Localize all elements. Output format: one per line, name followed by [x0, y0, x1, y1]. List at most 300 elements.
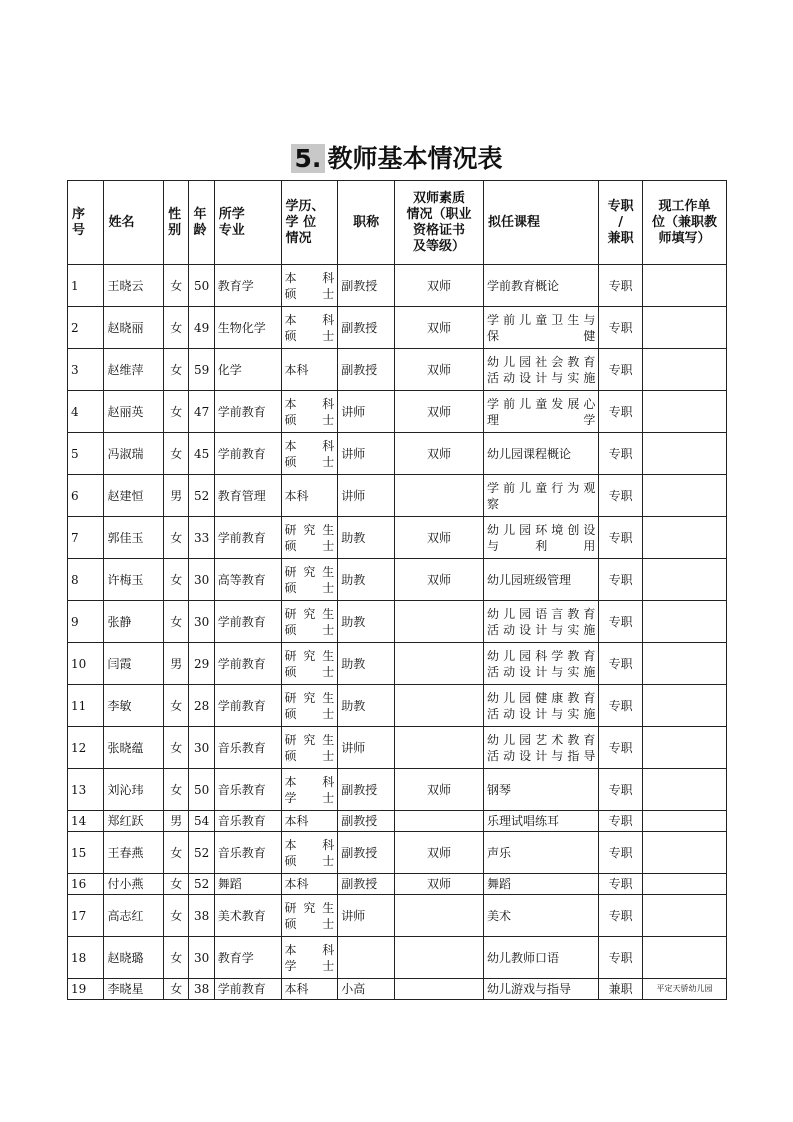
cell-degree — [281, 874, 338, 895]
cell-course-line: 幼儿游戏与指导 — [487, 982, 572, 996]
cell-age-line: 52 — [193, 488, 210, 503]
cell-unit — [642, 727, 726, 769]
cell-name-line: 王春燕 — [107, 845, 144, 860]
cell-unit — [642, 832, 726, 874]
cell-idx-line: 11 — [71, 698, 87, 713]
cell-major-line: 学前教育 — [217, 614, 266, 629]
cell-course — [484, 349, 599, 391]
header-age: 年 龄 — [189, 181, 214, 265]
cell-degree-line: 硕士 — [284, 748, 335, 763]
cell-title-line: 助教 — [341, 614, 366, 629]
cell-age — [189, 307, 214, 349]
cell-age-line: 45 — [193, 446, 210, 461]
cell-degree — [281, 643, 338, 685]
cell-age — [189, 559, 214, 601]
cell-gender-line: 女 — [170, 982, 183, 996]
cell-major-line: 学前教育 — [217, 530, 266, 545]
cell-idx-line: 18 — [71, 950, 87, 965]
cell-course — [484, 895, 599, 937]
cell-degree-line: 硕士 — [284, 328, 335, 343]
cell-gender — [164, 307, 189, 349]
cell-dual-line: 双师 — [426, 782, 451, 797]
cell-degree — [281, 433, 338, 475]
cell-title — [338, 433, 395, 475]
cell-idx — [68, 727, 104, 769]
cell-name-line: 许梅玉 — [107, 572, 144, 587]
cell-course — [484, 769, 599, 811]
cell-idx-line: 17 — [71, 908, 87, 923]
cell-idx — [68, 832, 104, 874]
cell-name — [104, 391, 164, 433]
cell-gender-line: 女 — [170, 614, 183, 629]
cell-age-line: 29 — [193, 656, 210, 671]
cell-gender — [164, 937, 189, 979]
cell-course-line: 活动设计与实施 — [487, 664, 596, 679]
cell-idx-line: 5 — [71, 446, 79, 461]
cell-idx-line: 10 — [71, 656, 87, 671]
cell-dual — [394, 601, 483, 643]
cell-age-line: 52 — [193, 845, 210, 860]
cell-gender-line: 男 — [170, 814, 183, 828]
cell-dual-line: 双师 — [426, 362, 451, 377]
cell-major — [214, 517, 281, 559]
cell-idx — [68, 874, 104, 895]
cell-name — [104, 307, 164, 349]
cell-title — [338, 727, 395, 769]
cell-degree-line: 硕士 — [284, 580, 335, 595]
header-dual: 双师素质 情况（职业 资格证书 及等级） — [394, 181, 483, 265]
cell-gender — [164, 685, 189, 727]
table-row — [68, 811, 727, 832]
cell-type — [599, 391, 643, 433]
cell-course — [484, 643, 599, 685]
cell-degree — [281, 685, 338, 727]
cell-gender-line: 女 — [170, 446, 183, 461]
cell-gender-line: 女 — [170, 698, 183, 713]
cell-degree — [281, 937, 338, 979]
cell-major-line: 舞蹈 — [217, 877, 242, 891]
cell-course-line: 幼儿园科学教育 — [487, 648, 596, 663]
table-row — [68, 349, 727, 391]
cell-gender-line: 女 — [170, 782, 183, 797]
cell-dual-line: 双师 — [426, 877, 451, 891]
cell-gender-line: 女 — [170, 950, 183, 965]
cell-gender-line: 男 — [170, 656, 183, 671]
cell-course — [484, 937, 599, 979]
cell-dual-line: 双师 — [426, 404, 451, 419]
cell-name-line: 高志红 — [107, 908, 144, 923]
cell-type-line: 专职 — [608, 908, 633, 923]
cell-major — [214, 874, 281, 895]
cell-name — [104, 895, 164, 937]
cell-major — [214, 832, 281, 874]
cell-dual — [394, 349, 483, 391]
cell-dual — [394, 475, 483, 517]
cell-degree-line: 本科 — [284, 362, 309, 377]
cell-title-line: 助教 — [341, 656, 366, 671]
cell-major-line: 音乐教育 — [217, 782, 266, 797]
header-degree: 学历、 学 位 情况 — [281, 181, 338, 265]
cell-course — [484, 559, 599, 601]
cell-major-line: 学前教育 — [217, 446, 266, 461]
cell-degree — [281, 979, 338, 1000]
cell-course-line: 活动设计与实施 — [487, 622, 596, 637]
cell-degree-line: 硕士 — [284, 412, 335, 427]
cell-unit — [642, 937, 726, 979]
cell-major-line: 音乐教育 — [217, 814, 266, 828]
cell-gender-line: 女 — [170, 740, 183, 755]
cell-degree-line: 研究生 — [284, 564, 335, 579]
cell-type-line: 专职 — [608, 404, 633, 419]
cell-course — [484, 874, 599, 895]
cell-major — [214, 937, 281, 979]
cell-major-line: 生物化学 — [217, 320, 266, 335]
cell-title — [338, 832, 395, 874]
cell-title — [338, 601, 395, 643]
cell-gender — [164, 559, 189, 601]
cell-degree-line: 本科 — [284, 270, 335, 285]
cell-unit — [642, 517, 726, 559]
cell-gender — [164, 832, 189, 874]
cell-course — [484, 307, 599, 349]
cell-name — [104, 265, 164, 307]
cell-type — [599, 517, 643, 559]
cell-title — [338, 685, 395, 727]
cell-type-line: 兼职 — [608, 982, 633, 996]
cell-age — [189, 643, 214, 685]
cell-course-line: 幼儿园环境创设 — [487, 522, 596, 537]
cell-name-line: 赵建恒 — [107, 488, 144, 503]
cell-degree-line: 研究生 — [284, 732, 335, 747]
cell-gender — [164, 601, 189, 643]
cell-age — [189, 874, 214, 895]
cell-dual — [394, 769, 483, 811]
cell-title — [338, 874, 395, 895]
cell-type-line: 专职 — [608, 782, 633, 797]
cell-unit — [642, 811, 726, 832]
cell-dual-line: 双师 — [426, 572, 451, 587]
cell-major-line: 美术教育 — [217, 908, 266, 923]
cell-idx — [68, 391, 104, 433]
cell-idx — [68, 265, 104, 307]
cell-course-line: 幼儿园社会教育 — [487, 354, 596, 369]
cell-degree-line: 本科 — [284, 312, 335, 327]
cell-major-line: 高等教育 — [217, 572, 266, 587]
cell-idx-line: 15 — [71, 845, 87, 860]
cell-type — [599, 559, 643, 601]
teacher-table — [67, 180, 727, 1000]
cell-title — [338, 979, 395, 1000]
cell-age-line: 50 — [193, 782, 210, 797]
cell-major-line: 学前教育 — [217, 656, 266, 671]
cell-degree-line: 本科 — [284, 488, 309, 503]
cell-unit — [642, 349, 726, 391]
cell-gender-line: 女 — [170, 362, 183, 377]
cell-unit — [642, 559, 726, 601]
cell-title — [338, 475, 395, 517]
cell-dual — [394, 643, 483, 685]
cell-title-line: 副教授 — [341, 362, 378, 377]
cell-age — [189, 349, 214, 391]
cell-name-line: 李晓星 — [107, 982, 144, 996]
cell-age — [189, 727, 214, 769]
cell-age-line: 38 — [193, 982, 210, 996]
cell-degree — [281, 265, 338, 307]
cell-course-line: 学前儿童卫生与 — [487, 312, 596, 327]
cell-dual — [394, 559, 483, 601]
cell-major-line: 音乐教育 — [217, 740, 266, 755]
cell-degree — [281, 811, 338, 832]
cell-dual — [394, 433, 483, 475]
cell-dual — [394, 307, 483, 349]
cell-degree — [281, 475, 338, 517]
cell-gender — [164, 727, 189, 769]
cell-course — [484, 391, 599, 433]
cell-type-line: 专职 — [608, 814, 633, 828]
cell-idx-line: 12 — [71, 740, 87, 755]
title-number: 5. — [291, 144, 326, 173]
cell-gender — [164, 391, 189, 433]
cell-course — [484, 832, 599, 874]
cell-age-line: 30 — [193, 950, 210, 965]
cell-title-line: 副教授 — [341, 782, 378, 797]
cell-type-line: 专职 — [608, 845, 633, 860]
cell-age — [189, 979, 214, 1000]
table-row — [68, 391, 727, 433]
table-header-row — [68, 181, 727, 265]
table-row — [68, 727, 727, 769]
table-row — [68, 559, 727, 601]
cell-type-line: 专职 — [608, 877, 633, 891]
cell-course-line: 幼儿园课程概论 — [487, 446, 572, 461]
cell-degree-line: 本科 — [284, 774, 335, 789]
cell-name-line: 刘沁玮 — [107, 782, 144, 797]
cell-dual-line: 双师 — [426, 530, 451, 545]
cell-type — [599, 811, 643, 832]
cell-idx — [68, 811, 104, 832]
table-row — [68, 769, 727, 811]
cell-idx — [68, 685, 104, 727]
cell-idx-line: 16 — [71, 877, 87, 891]
cell-dual — [394, 895, 483, 937]
cell-type-line: 专职 — [608, 278, 633, 293]
cell-type-line: 专职 — [608, 614, 633, 629]
cell-major — [214, 727, 281, 769]
cell-age-line: 49 — [193, 320, 210, 335]
cell-major — [214, 979, 281, 1000]
cell-idx — [68, 307, 104, 349]
cell-type-line: 专职 — [608, 656, 633, 671]
cell-degree-line: 硕士 — [284, 664, 335, 679]
cell-major-line: 学前教育 — [217, 404, 266, 419]
cell-course-line: 活动设计与实施 — [487, 370, 596, 385]
cell-age-line: 33 — [193, 530, 210, 545]
cell-major-line: 学前教育 — [217, 982, 266, 996]
cell-unit — [642, 874, 726, 895]
table-row — [68, 265, 727, 307]
cell-major — [214, 475, 281, 517]
cell-title — [338, 517, 395, 559]
cell-type-line: 专职 — [608, 446, 633, 461]
cell-major — [214, 643, 281, 685]
cell-type — [599, 937, 643, 979]
cell-age-line: 54 — [193, 814, 210, 828]
cell-unit — [642, 475, 726, 517]
cell-degree-line: 本科 — [284, 396, 335, 411]
cell-idx-line: 19 — [71, 982, 87, 996]
cell-course-line: 舞蹈 — [487, 877, 512, 891]
cell-major — [214, 559, 281, 601]
cell-name — [104, 727, 164, 769]
cell-degree — [281, 349, 338, 391]
cell-unit — [642, 769, 726, 811]
cell-dual-line: 双师 — [426, 320, 451, 335]
cell-course-line: 声乐 — [487, 845, 512, 860]
cell-unit — [642, 307, 726, 349]
cell-course-line: 幼儿园艺术教育 — [487, 732, 596, 747]
header-unit: 现工作单 位（兼职教 师填写） — [642, 181, 726, 265]
cell-gender-line: 男 — [170, 488, 183, 503]
cell-title-line: 助教 — [341, 530, 366, 545]
cell-title-line: 副教授 — [341, 320, 378, 335]
cell-degree-line: 研究生 — [284, 648, 335, 663]
cell-age-line: 30 — [193, 740, 210, 755]
cell-course-line: 幼儿教师口语 — [487, 950, 560, 965]
cell-major-line: 教育学 — [217, 950, 254, 965]
cell-name-line: 赵晓璐 — [107, 950, 144, 965]
cell-type — [599, 433, 643, 475]
cell-idx-line: 9 — [71, 614, 79, 629]
cell-type-line: 专职 — [608, 320, 633, 335]
cell-name-line: 王晓云 — [107, 278, 144, 293]
cell-name — [104, 433, 164, 475]
cell-title-line: 小高 — [341, 982, 366, 996]
cell-idx — [68, 349, 104, 391]
cell-name-line: 付小燕 — [107, 877, 144, 891]
cell-degree-line: 研究生 — [284, 900, 335, 915]
cell-gender — [164, 769, 189, 811]
cell-age — [189, 685, 214, 727]
cell-course — [484, 685, 599, 727]
cell-title — [338, 559, 395, 601]
cell-course — [484, 601, 599, 643]
cell-age-line: 50 — [193, 278, 210, 293]
cell-age — [189, 517, 214, 559]
cell-dual — [394, 685, 483, 727]
cell-degree — [281, 601, 338, 643]
cell-idx — [68, 559, 104, 601]
cell-age-line: 47 — [193, 404, 210, 419]
cell-unit — [642, 643, 726, 685]
cell-name — [104, 601, 164, 643]
cell-course-line: 美术 — [487, 908, 512, 923]
cell-dual — [394, 832, 483, 874]
cell-type — [599, 832, 643, 874]
cell-gender-line: 女 — [170, 320, 183, 335]
cell-age — [189, 895, 214, 937]
cell-age — [189, 475, 214, 517]
cell-course — [484, 475, 599, 517]
header-name: 姓名 — [104, 181, 164, 265]
cell-dual — [394, 265, 483, 307]
cell-idx-line: 14 — [71, 814, 87, 828]
cell-idx — [68, 769, 104, 811]
cell-major — [214, 349, 281, 391]
cell-type-line: 专职 — [608, 530, 633, 545]
cell-age — [189, 265, 214, 307]
cell-title — [338, 895, 395, 937]
cell-name-line: 张静 — [107, 614, 132, 629]
table-row — [68, 937, 727, 979]
cell-dual — [394, 391, 483, 433]
cell-gender-line: 女 — [170, 404, 183, 419]
cell-gender — [164, 979, 189, 1000]
cell-name-line: 冯淑瑞 — [107, 446, 144, 461]
cell-name — [104, 937, 164, 979]
cell-type-line: 专职 — [608, 740, 633, 755]
cell-idx — [68, 475, 104, 517]
cell-course — [484, 727, 599, 769]
cell-idx-line: 3 — [71, 362, 79, 377]
cell-type-line: 专职 — [608, 572, 633, 587]
cell-age — [189, 811, 214, 832]
cell-degree-line: 硕士 — [284, 622, 335, 637]
cell-type — [599, 475, 643, 517]
cell-idx-line: 1 — [71, 278, 79, 293]
cell-course-line: 幼儿园班级管理 — [487, 572, 572, 587]
cell-title-line: 讲师 — [341, 488, 366, 503]
cell-dual-line: 双师 — [426, 278, 451, 293]
cell-age-line: 30 — [193, 614, 210, 629]
cell-gender-line: 女 — [170, 877, 183, 891]
cell-course — [484, 265, 599, 307]
cell-title-line: 副教授 — [341, 877, 378, 891]
cell-gender-line: 女 — [170, 908, 183, 923]
cell-dual — [394, 811, 483, 832]
cell-name — [104, 874, 164, 895]
cell-title — [338, 391, 395, 433]
cell-degree-line: 学士 — [284, 958, 335, 973]
cell-dual-line: 双师 — [426, 845, 451, 860]
cell-course-line: 学前教育概论 — [487, 278, 560, 293]
cell-age-line: 52 — [193, 877, 210, 891]
table-row — [68, 979, 727, 1000]
cell-course — [484, 433, 599, 475]
cell-degree-line: 本科 — [284, 438, 335, 453]
cell-course-line: 理学 — [487, 412, 596, 427]
cell-idx — [68, 643, 104, 685]
cell-course — [484, 979, 599, 1000]
cell-course-line: 幼儿园健康教育 — [487, 690, 596, 705]
cell-gender — [164, 874, 189, 895]
cell-dual — [394, 937, 483, 979]
cell-course-line: 幼儿园语言教育 — [487, 606, 596, 621]
cell-name — [104, 475, 164, 517]
cell-title-line: 副教授 — [341, 278, 378, 293]
cell-major-line: 教育学 — [217, 278, 254, 293]
cell-type — [599, 265, 643, 307]
cell-degree — [281, 307, 338, 349]
cell-gender — [164, 433, 189, 475]
cell-name-line: 李敏 — [107, 698, 132, 713]
cell-degree-line: 研究生 — [284, 606, 335, 621]
cell-name — [104, 769, 164, 811]
cell-type — [599, 769, 643, 811]
cell-age — [189, 832, 214, 874]
cell-type-line: 专职 — [608, 698, 633, 713]
cell-title-line: 助教 — [341, 698, 366, 713]
cell-course — [484, 811, 599, 832]
